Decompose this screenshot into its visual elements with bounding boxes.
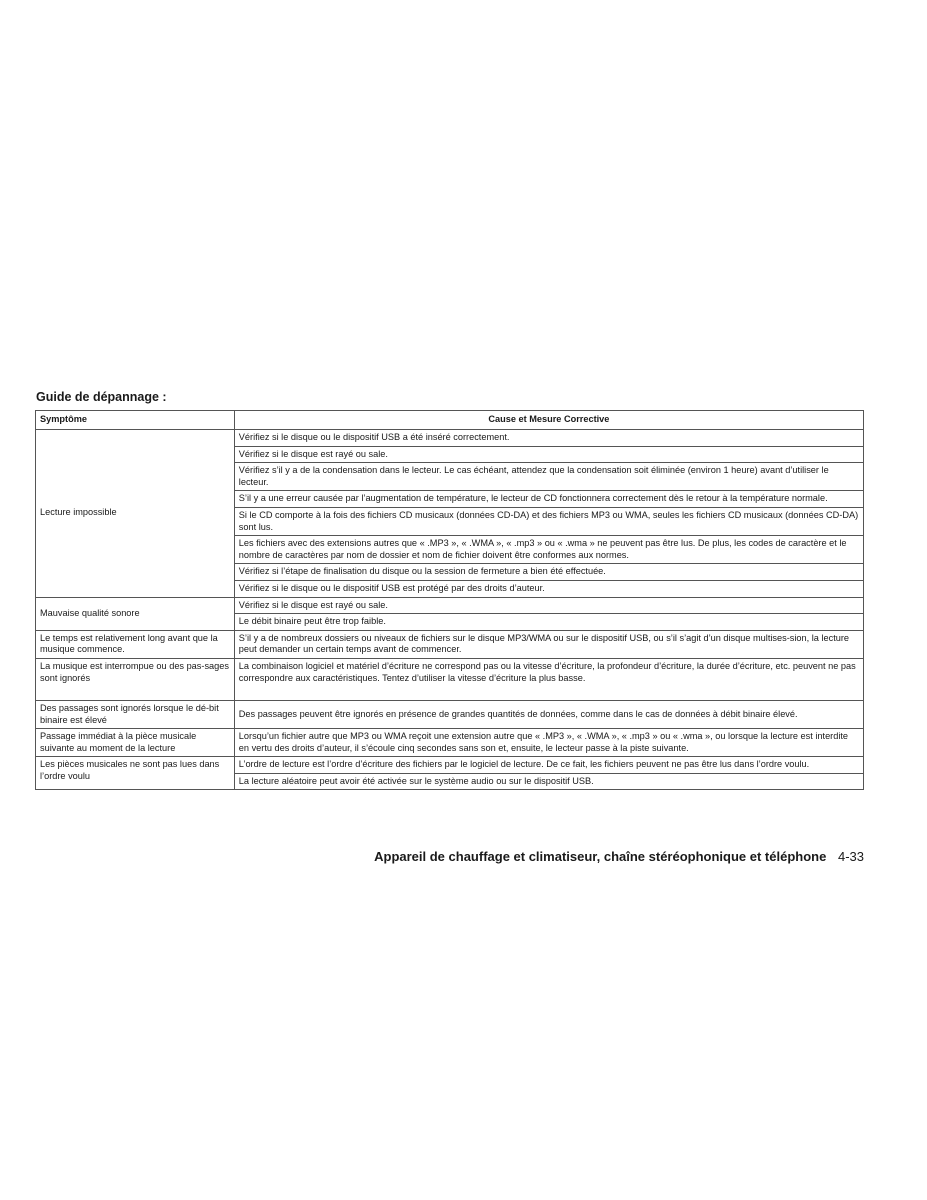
cause-cell: Des passages peuvent être ignorés en présence de grandes quantités de données, comme dans le cas de données à débit binaire élevé. — [234, 700, 863, 728]
cause-cell: Lorsqu’un fichier autre que MP3 ou WMA reçoit une extension autre que « .MP3 », « .WMA », « .mp3 » ou « .wma », ou lorsque la lecture est interdite en vertu des droits d’auteur, il s’écoule cinq secondes sans son et, ensuite, le lecteur passe à la piste suivante. — [234, 729, 863, 757]
symptom-cell: Lecture impossible — [36, 430, 235, 598]
cause-cell: Vérifiez si le disque est rayé ou sale. — [234, 446, 863, 463]
cause-cell: S’il y a une erreur causée par l’augmentation de température, le lecteur de CD fonctionnera correctement dès le retour à la température normale. — [234, 491, 863, 508]
cause-cell: La lecture aléatoire peut avoir été activée sur le système audio ou sur le dispositif USB. — [234, 773, 863, 790]
cause-cell: Vérifiez s’il y a de la condensation dans le lecteur. Le cas échéant, attendez que la condensation soit éliminée (environ 1 heure) avant d’utiliser le lecteur. — [234, 463, 863, 491]
symptom-cell: Des passages sont ignorés lorsque le dé-bit binaire est élevé — [36, 700, 235, 728]
page-footer — [374, 849, 864, 864]
cause-cell: Vérifiez si le disque ou le dispositif USB a été inséré correctement. — [234, 430, 863, 447]
cause-cell: La combinaison logiciel et matériel d’écriture ne correspond pas ou la vitesse d’écriture, la profondeur d’écriture, la durée d’écriture, etc. peuvent ne pas correspondre aux caractéristiques. Tentez d’utiliser la vitesse d’écriture la plus basse. — [234, 658, 863, 700]
table-row — [36, 700, 864, 728]
cause-cell: Le débit binaire peut être trop faible. — [234, 614, 863, 631]
troubleshooting-table — [35, 410, 864, 790]
table-row — [36, 658, 864, 700]
header-symptom: Symptôme — [36, 411, 235, 430]
table-row — [36, 757, 864, 774]
table-row — [36, 630, 864, 658]
cause-cell: Vérifiez si l’étape de finalisation du disque ou la session de fermeture a bien été effectuée. — [234, 564, 863, 581]
symptom-cell: Passage immédiat à la pièce musicale suivante au moment de la lecture — [36, 729, 235, 757]
section-title: Guide de dépannage : — [36, 390, 167, 404]
header-cause: Cause et Mesure Corrective — [234, 411, 863, 430]
symptom-cell: Mauvaise qualité sonore — [36, 597, 235, 630]
symptom-cell: La musique est interrompue ou des pas-sages sont ignorés — [36, 658, 235, 700]
page-number: 4-33 — [837, 849, 864, 864]
cause-cell: Vérifiez si le disque est rayé ou sale. — [234, 597, 863, 614]
table-header-row — [36, 411, 864, 430]
cause-cell: Si le CD comporte à la fois des fichiers CD musicaux (données CD-DA) et des fichiers MP3 ou WMA, seules les fichiers CD musicaux (données CD-DA) sont lus. — [234, 507, 863, 535]
cause-cell: Les fichiers avec des extensions autres que « .MP3 », « .WMA », « .mp3 » ou « .wma » ne peuvent pas être lus. De plus, les codes de caractère et le nombre de caractères par nom de dossier et nom de fichier doivent être conformes aux normes. — [234, 536, 863, 564]
cause-cell: L’ordre de lecture est l’ordre d’écriture des fichiers par le logiciel de lecture. De ce fait, les fichiers peuvent ne pas être lus dans l’ordre voulu. — [234, 757, 863, 774]
symptom-cell: Les pièces musicales ne sont pas lues dans l’ordre voulu — [36, 757, 235, 790]
chapter-title: Appareil de chauffage et climatiseur, chaîne stéréophonique et téléphone — [374, 849, 827, 864]
cause-cell: S’il y a de nombreux dossiers ou niveaux de fichiers sur le disque MP3/WMA ou sur le dispositif USB, ou s’il s’agit d’un disque multises-sion, la lecture peut demander un certain temps avant de commencer. — [234, 630, 863, 658]
cause-cell: Vérifiez si le disque ou le dispositif USB est protégé par des droits d’auteur. — [234, 580, 863, 597]
table-row — [36, 430, 864, 447]
table-row — [36, 597, 864, 614]
symptom-cell: Le temps est relativement long avant que la musique commence. — [36, 630, 235, 658]
table-row — [36, 729, 864, 757]
